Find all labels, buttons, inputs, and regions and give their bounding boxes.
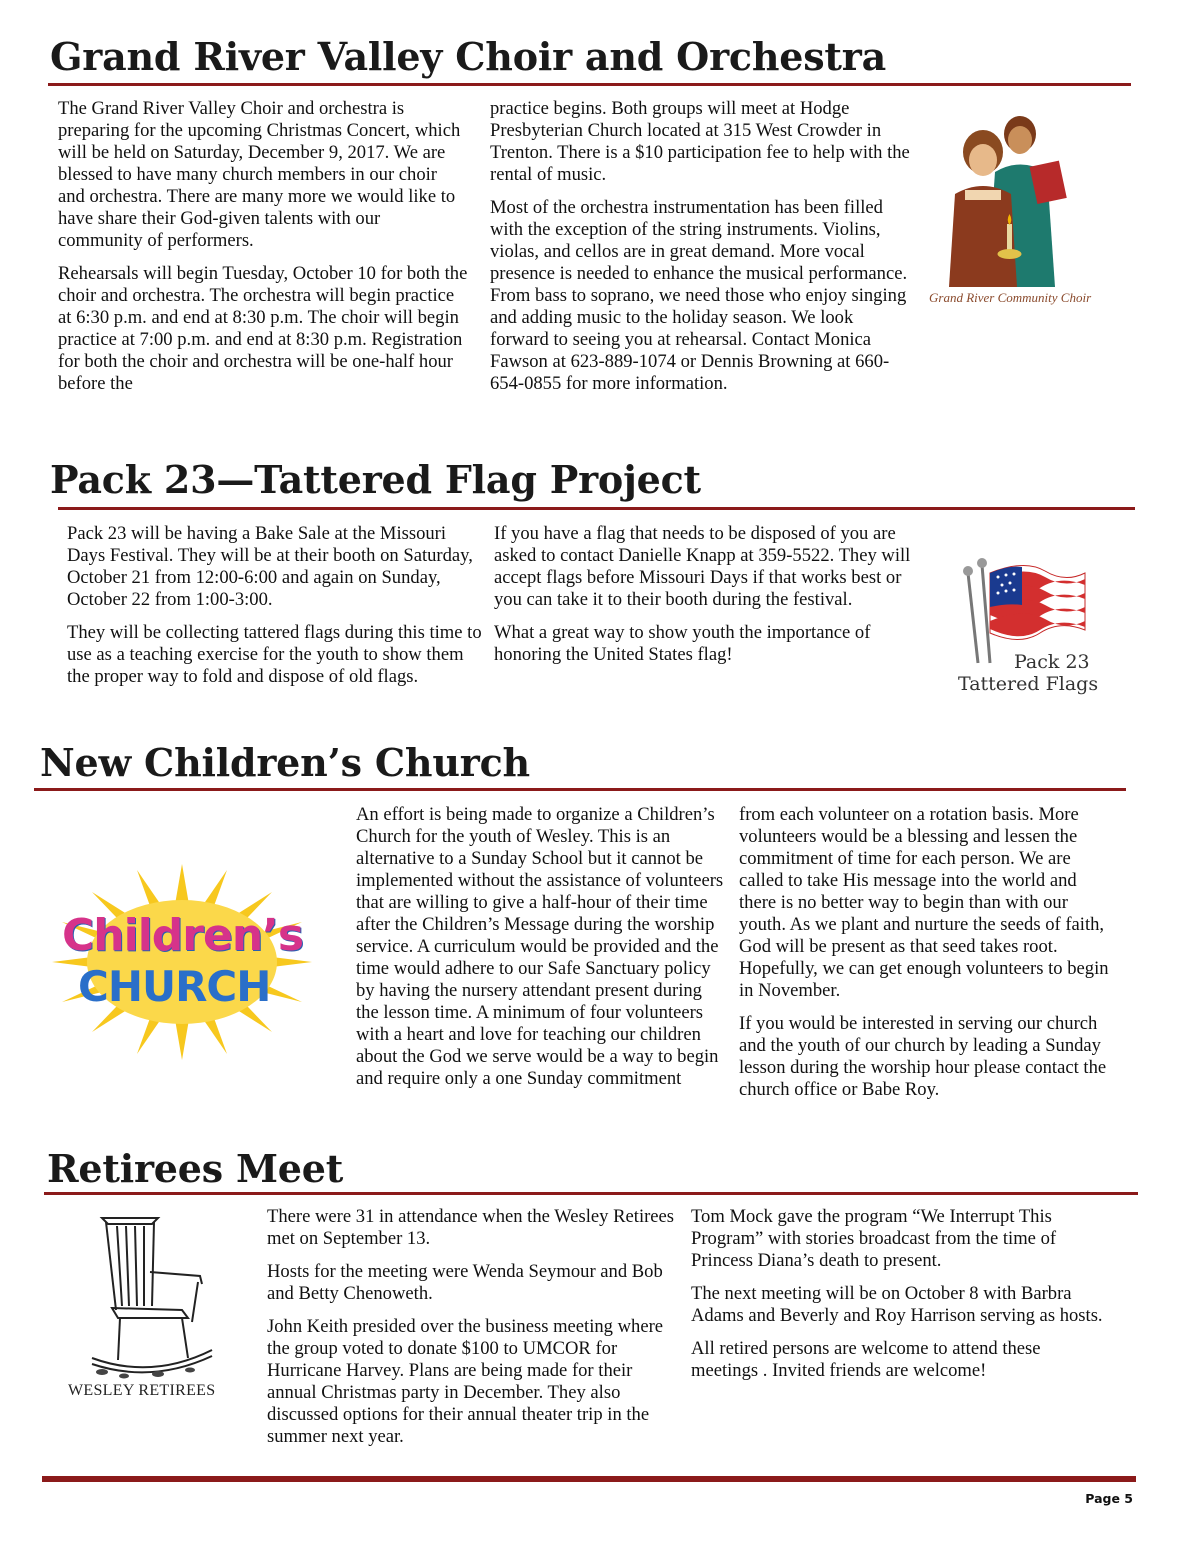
choir-section-title: Grand River Valley Choir and Orchestra [50, 34, 887, 79]
choir-logo [925, 112, 1105, 322]
children-paragraph: If you would be interested in serving our church and the youth of our church by leading a Sunday lesson during the worship hour please contact the church office or Babe Roy. [739, 1013, 1107, 1100]
retirees-paragraph: All retired persons are welcome to attend these meetings . Invited friends are welcome! [691, 1338, 1041, 1381]
footer-rule [42, 1476, 1136, 1482]
flag-icon [950, 555, 1100, 665]
retirees-title-rule [44, 1192, 1138, 1195]
pack-logo [950, 555, 1110, 705]
page-number: Page 5 [1085, 1491, 1133, 1506]
retirees-paragraph: There were 31 in attendance when the Wesley Retirees met on September 13. [267, 1206, 675, 1249]
pack-logo-line-2: Tattered Flags [958, 673, 1099, 695]
rocking-chair-icon [62, 1210, 230, 1380]
pack-paragraph: They will be collecting tattered flags during this time to use as a teaching exercise for the youth to show them the proper way to fold and dispose of old flags. [67, 622, 482, 687]
childrens-church-logo [48, 862, 316, 1062]
children-column-1 [356, 804, 728, 1090]
pack-title-rule [58, 507, 1135, 510]
retirees-column-1 [267, 1206, 679, 1448]
pack-column-1 [67, 523, 482, 688]
choir-paragraph: practice begins. Both groups will meet at Hodge Presbyterian Church located at 315 West Crowder in Trenton. There is a $10 participation fee to help with the rental of music. [490, 98, 910, 185]
children-paragraph: from each volunteer on a rotation basis. More volunteers would be a blessing and lessen the commitment of time for each person. We are called to take His message into the world and there is no better way to begin than with our youth. As we plant and nurture the seeds of faith, God will be present as that seed takes root. Hopefully, we can get enough volunteers to begin in November. [739, 804, 1109, 1001]
pack-section-title: Pack 23—Tattered Flag Project [50, 457, 701, 502]
retirees-paragraph: John Keith presided over the business meeting where the group voted to donate $100 to UMCOR for Hurricane Harvey. Plans are being made for their annual Christmas party in December. They also discussed options for their annual theater trip in the summer next year. [267, 1316, 664, 1447]
retirees-paragraph: The next meeting will be on October 8 with Barbra Adams and Beverly and Roy Harrison serving as hosts. [691, 1283, 1103, 1326]
choir-title-rule [48, 83, 1131, 86]
choir-paragraph: The Grand River Valley Choir and orchestra is preparing for the upcoming Christmas Concert, which will be held on Saturday, December 9, 2017. We are blessed to have many church members in our choir and orchestra. There are many more we would like to have share their God-given talents with our community of performers. [58, 98, 461, 251]
choir-singers-icon [925, 112, 1105, 292]
pack-logo-line-1: Pack 23 [1014, 651, 1090, 673]
retirees-section-title: Retirees Meet [47, 1146, 344, 1191]
choir-logo-caption: Grand River Community Choir [929, 290, 1092, 305]
retirees-logo [62, 1210, 230, 1410]
pack-paragraph: If you have a flag that needs to be disposed of you are asked to contact Danielle Knapp at 359-5522. They will accept flags before Missouri Days if that works best or you can take it to their booth during the festival. [494, 523, 911, 610]
pack-paragraph: What a great way to show youth the importance of honoring the United States flag! [494, 622, 871, 665]
children-section-title: New Children’s Church [40, 740, 530, 785]
choir-paragraph: Rehearsals will begin Tuesday, October 10 for both the choir and orchestra. The orchestra will begin practice at 6:30 p.m. and end at 8:30 p.m. The choir will begin practice at 7:00 p.m. and end at 8:30 p.m. Registration for both the choir and orchestra will be one-half hour before the [58, 263, 468, 394]
children-paragraph: An effort is being made to organize a Children’s Church for the youth of Wesley. This is an alternative to a Sunday School but it cannot be implemented without the assistance of volunteers that are willing to give a half-hour of their time after the Children’s Message during the worship service. A curriculum would be provided and the time would adhere to our Safe Sanctuary policy by having the nursery attendant present during the lesson time. A minimum of four volunteers with a heart and love for teaching our children about the God we serve would be a way to begin and require only a one Sunday commitment [356, 804, 724, 1089]
pack-paragraph: Pack 23 will be having a Bake Sale at the Missouri Days Festival. They will be at their booth on Saturday, October 21 from 12:00-6:00 and again on Sunday, October 22 from 1:00-3:00. [67, 523, 473, 610]
choir-column-2 [490, 98, 915, 395]
choir-column-1 [58, 98, 468, 395]
children-column-2 [739, 804, 1109, 1101]
pack-column-2 [494, 523, 914, 666]
retirees-logo-caption: WESLEY RETIREES [68, 1382, 216, 1399]
retirees-paragraph: Tom Mock gave the program “We Interrupt This Program” with stories broadcast from the time of Princess Diana’s death to present. [691, 1206, 1057, 1271]
childrens-logo-line-1: Children’s [62, 910, 304, 961]
childrens-logo-line-2: CHURCH [78, 962, 271, 1011]
choir-paragraph: Most of the orchestra instrumentation has been filled with the exception of the string instruments. Violins, violas, and cellos are in great demand. More vocal presence is needed to enhance the musical performance. From bass to soprano, we need those who enjoy singing and adding music to the holiday season. We look forward to seeing you at rehearsal. Contact Monica Fawson at 623-889-1074 or Dennis Browning at 660-654-0855 for more information. [490, 197, 908, 394]
retirees-paragraph: Hosts for the meeting were Wenda Seymour and Bob and Betty Chenoweth. [267, 1261, 663, 1304]
children-title-rule [34, 788, 1126, 791]
retirees-column-2 [691, 1206, 1111, 1382]
